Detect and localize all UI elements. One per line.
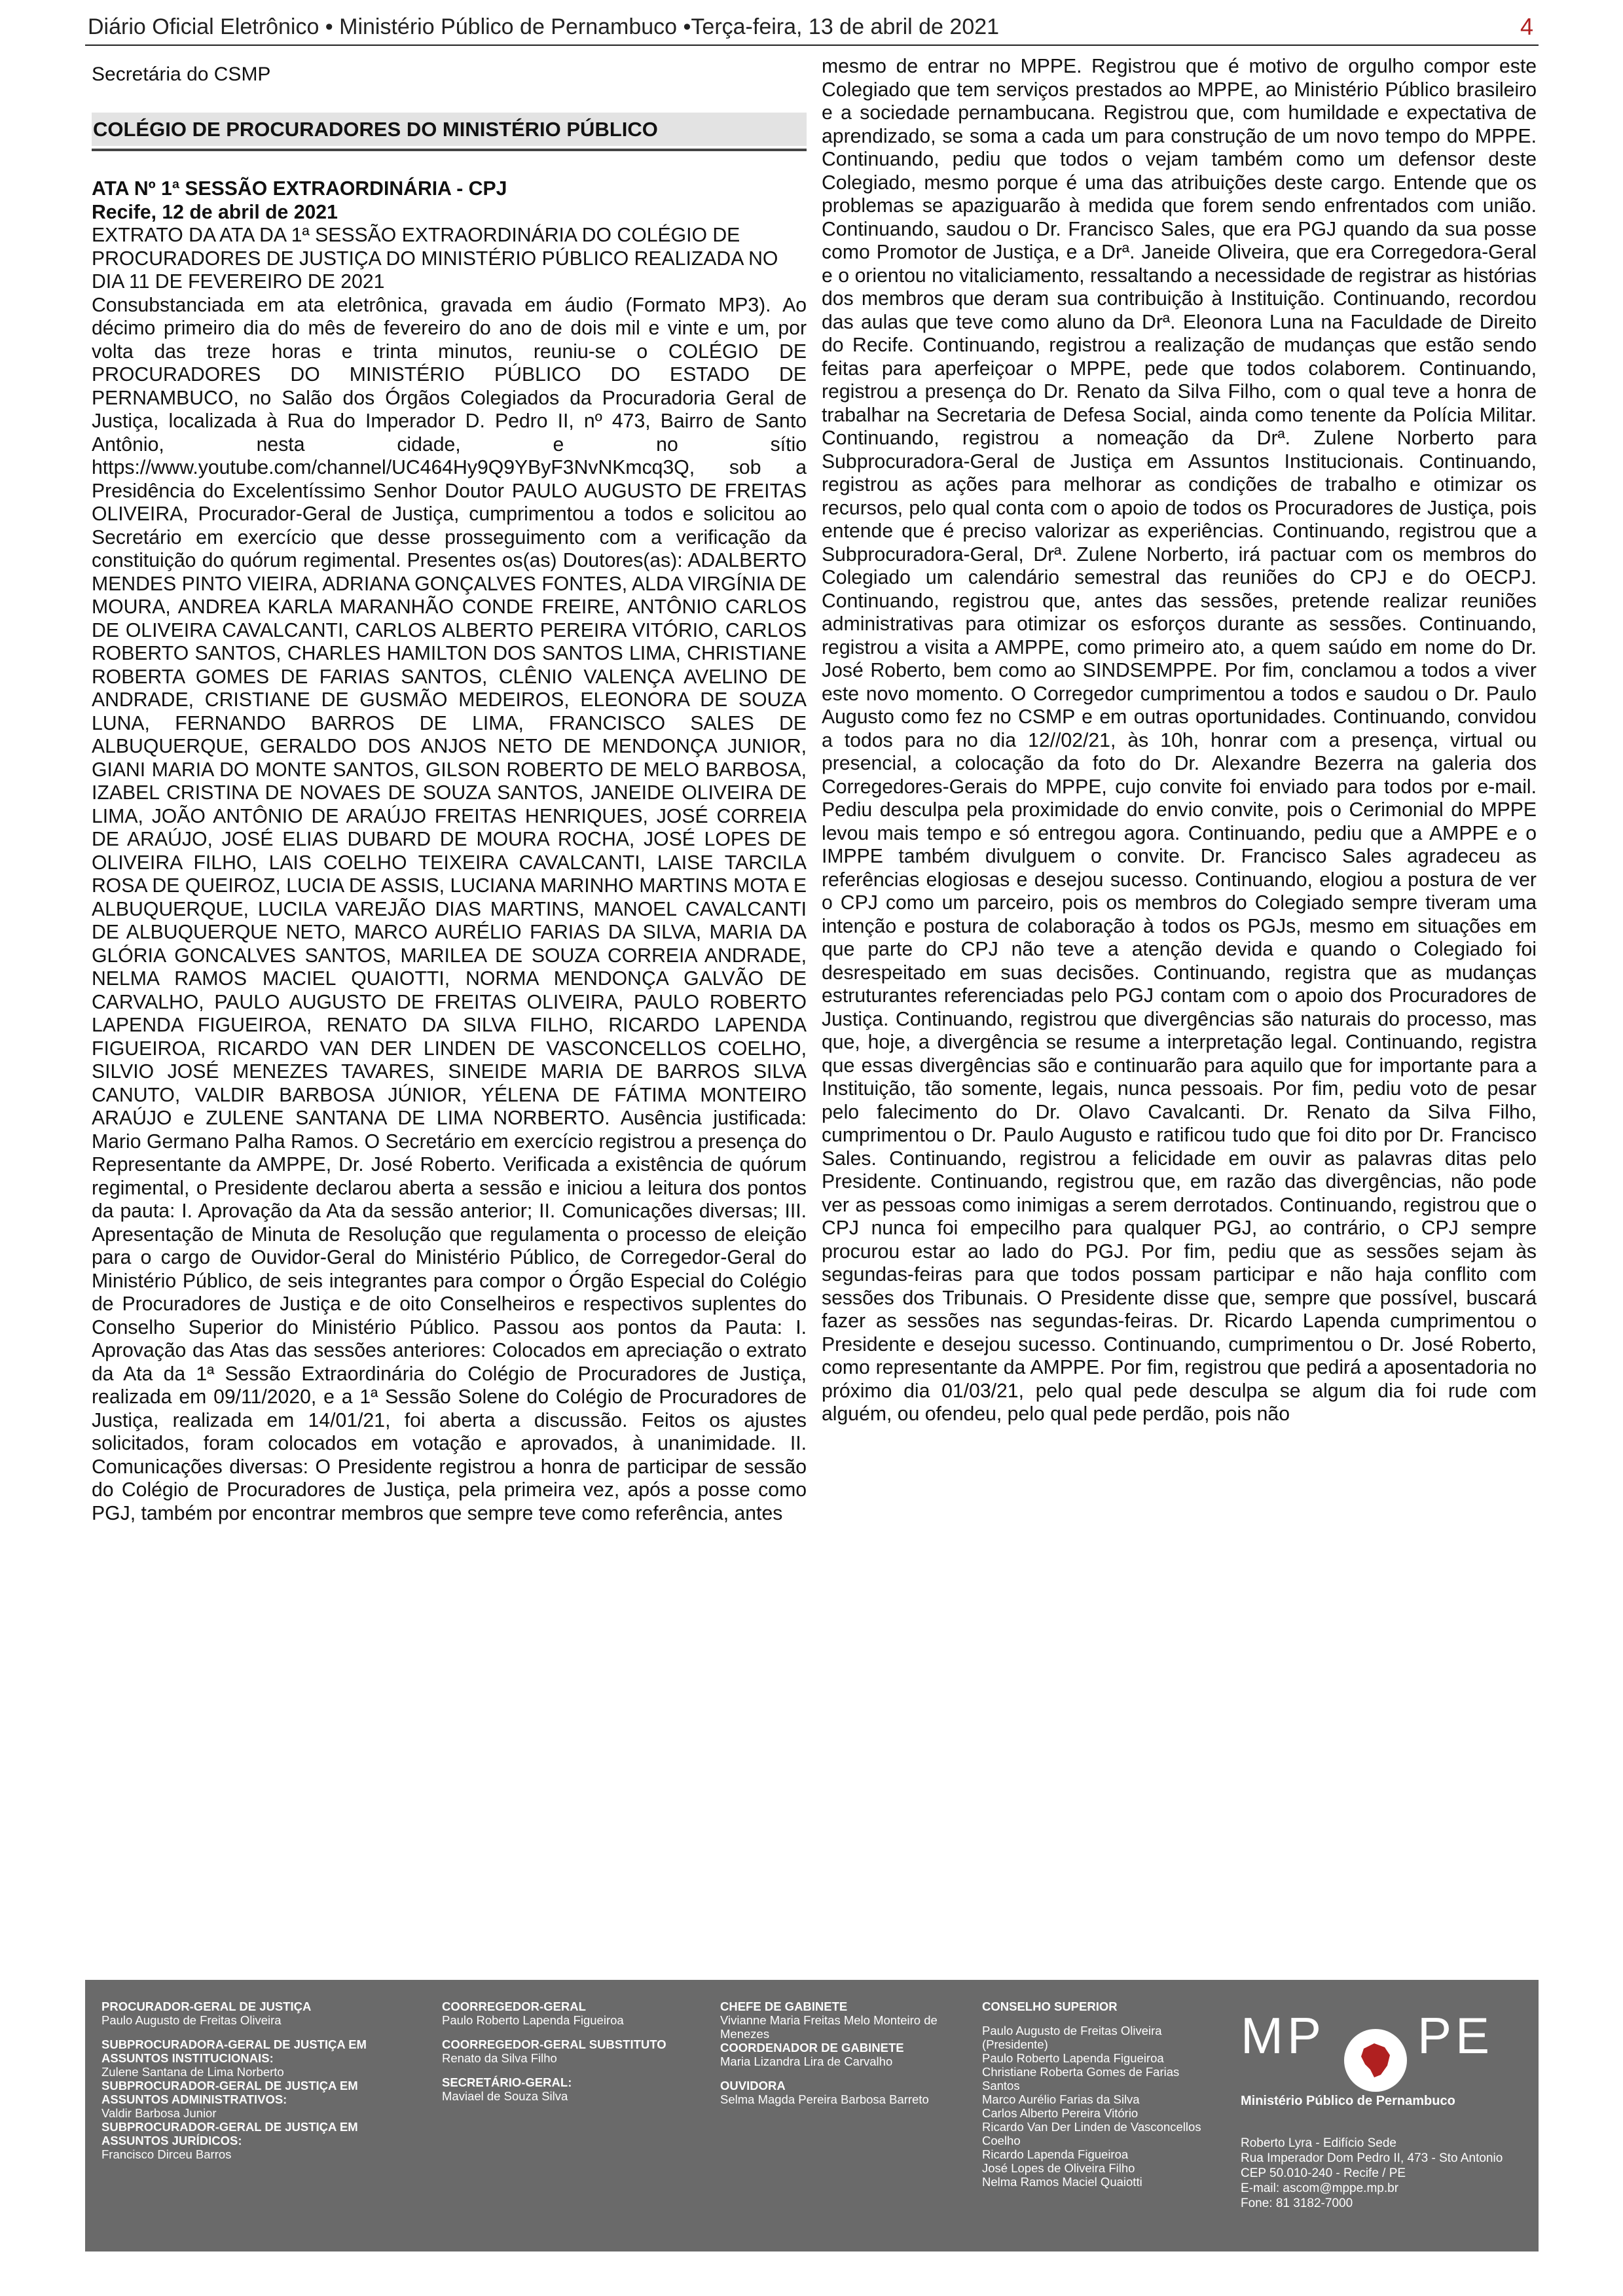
footer-column-gabinete bbox=[720, 2000, 982, 2106]
footer-role: CHEFE DE GABINETE bbox=[720, 2000, 848, 2013]
logo-subtitle: Ministério Público de Pernambuco bbox=[1241, 2094, 1455, 2108]
address-block bbox=[1241, 2136, 1503, 2211]
council-member: Nelma Ramos Maciel Quaiotti bbox=[982, 2175, 1142, 2189]
footer-name: Maviael de Souza Silva bbox=[442, 2089, 568, 2103]
footer-name: Vivianne Maria Freitas Melo Monteiro de Menezes bbox=[720, 2013, 938, 2041]
footer-name: Zulene Santana de Lima Norberto bbox=[101, 2065, 284, 2079]
footer-role: COORREGEDOR-GERAL SUBSTITUTO bbox=[442, 2037, 666, 2051]
ata-title: ATA Nº 1ª SESSÃO EXTRAORDINÁRIA - CPJ bbox=[92, 178, 507, 200]
footer-name: Maria Lizandra Lira de Carvalho bbox=[720, 2054, 893, 2068]
footer bbox=[85, 1980, 1539, 2251]
footer-name: Paulo Roberto Lapenda Figueiroa bbox=[442, 2013, 624, 2027]
ata-extract: EXTRATO DA ATA DA 1ª SESSÃO EXTRAORDINÁRIA DO COLÉGIO DE PROCURADORES DE JUSTIÇA DO MINISTÉRIO PÚBLICO REALIZADA NO DIA 11 DE FEVEREIRO DE 2021 bbox=[92, 224, 778, 293]
footer-column-conselho bbox=[982, 2000, 1218, 2189]
footer-role: SUBPROCURADOR-GERAL DE JUSTIÇA EM ASSUNTOS ADMINISTRATIVOS: bbox=[101, 2079, 358, 2106]
council-member: Ricardo Lapenda Figueiroa bbox=[982, 2147, 1129, 2161]
footer-role: CONSELHO SUPERIOR bbox=[982, 2000, 1118, 2013]
ata-body-right: mesmo de entrar no MPPE. Registrou que é motivo de orgulho compor este Colegiado que tem serviços prestados ao MPPE, ao Ministério Público brasileiro e a sociedade pernambucana. Registrou que, com humildade e expectativa de aprendizado, se soma a cada um para construção de um novo tempo do MPPE. Continuando, pediu que todos o vejam também como um defensor deste Colegiado, mesmo porque é uma das atribuições deste cargo. Entende que os problemas se apaziguarão à medida que forem sendo enfrentados com união. Continuando, saudou o Dr. Francisco Sales, que era PGJ quando da sua posse como Promotor de Justiça, e a Drª. Janeide Oliveira, que era Corregedora-Geral e o orientou no vitaliciamento, ressaltando a necessidade de registrar as histórias dos membros que deram sua contribuição à Instituição. Continuando, recordou das aulas que teve como aluno da Drª. Eleonora Luna na Faculdade de Direito do Recife. Continuando, registrou a realização de mudanças que estão sendo feitas para aperfeiçoar o MPPE, pede que todos colaborem. Continuando, registrou a presença do Dr. Renato da Silva Filho, com o qual teve a honra de trabalhar na Secretaria de Defesa Social, ainda como tenente da Polícia Militar. Continuando, registrou a nomeação da Drª. Zulene Norberto para Subprocuradora-Geral de Justiça em Assuntos Institucionais. Continuando, registrou as ações para melhorar as condições de trabalho e otimizar os recursos, pelo qual conta com o apoio de todos os Procuradores de Justiça, pois entende que é preciso valorizar as experiências. Continuando, registrou que a Subprocuradora-Geral, Drª. Zulene Norberto, irá pactuar com os membros do Colegiado um calendário semestral das reuniões do CPJ e do OECPJ. Continuando, registrou que, antes das sessões, pretende realizar reuniões administrativas para otimizar os esforços durante as sessões. Continuando, registrou a visita a AMPPE, como primeiro ato, a quem saúdo em nome do Dr. José Roberto, bem como ao SINDSEMPPE. Por fim, conclamou a todos a viver este novo momento. O Corregedor cumprimentou a todos e saudou o Dr. Paulo Augusto como fez no CSMP e em outras oportunidades. Continuando, convidou a todos para no dia 12//02/21, às 10h, honrar com a presença, virtual ou presencial, a colocação da foto do Dr. Alexandre Bezerra na galeria dos Corregedores-Gerais do MPPE, cujo convite foi enviado para todos por e-mail. Pediu desculpa pela proximidade do envio convite, pois o Cerimonial do MPPE levou mais tempo e só entregou agora. Continuando, pediu que a AMPPE e o IMPPE também divulguem o convite. Dr. Francisco Sales agradeceu as referências elogiosas e desejou sucesso. Continuando, elogiou a postura de ver o CPJ como um parceiro, pois os membros do Colegiado sempre tiveram uma intenção e postura de colaboração à todos os PGJs, mesmo em situações em que parte do CPJ não teve a atenção devida e quando o Colegiado foi desrespeitado em suas decisões. Continuando, registra que as mudanças estruturantes referenciadas pelo PGJ contam com o apoio dos Procuradores de Justiça. Continuando, registrou que divergências são naturais do processo, mas que, hoje, a divergência se resume a interpretação legal. Continuando, registra que essas divergências são e continuarão para aquilo que for importante para a Instituição, tão somente, legais, nunca pessoais. Por fim, pediu voto de pesar pelo falecimento do Dr. Olavo Cavalcanti. Dr. Renato da Silva Filho, cumprimentou o Dr. Paulo Augusto e ratificou tudo que foi dito por Dr. Francisco Sales. Continuando, registrou a felicidade em ouvir as palavras ditas pelo Presidente. Continuando, registrou que, em razão das divergências, não pode ver as pessoas como inimigas a serem derrotados. Continuando, registrou que o CPJ nunca foi empecilho para qualquer PGJ, ao contrário, o CPJ sempre procurou estar ao lado do PGJ. Por fim, pediu que as sessões sejam às segundas-feiras para que todos possam participar e não haja conflito com sessões dos Tribunais. O Presidente disse que, sempre que possível, buscará fazer as sessões nas segundas-feiras. Dr. Ricardo Lapenda cumprimentou o Presidente e desejou sucesso. Continuando, cumprimentou o Dr. José Roberto, como representante da AMPPE. Por fim, registrou que pedirá a aposentadoria no próximo dia 01/03/21, pelo qual pede desculpa se algum dia foi rude com alguém, ou ofendeu, pelo qual pede perdão, pois não bbox=[822, 56, 1537, 1425]
footer-column-leadership bbox=[101, 2000, 409, 2161]
ata-date: Recife, 12 de abril de 2021 bbox=[92, 201, 338, 223]
footer-column-corregedoria bbox=[442, 2000, 697, 2103]
footer-role: OUVIDORA bbox=[720, 2079, 786, 2092]
footer-name: Selma Magda Pereira Barbosa Barreto bbox=[720, 2092, 929, 2106]
page-number: 4 bbox=[1520, 13, 1533, 40]
section-banner: COLÉGIO DE PROCURADORES DO MINISTÉRIO PÚBLICO bbox=[92, 113, 807, 149]
address-line: Roberto Lyra - Edifício Sede bbox=[1241, 2136, 1396, 2150]
council-member: Paulo Roberto Lapenda Figueiroa bbox=[982, 2051, 1164, 2065]
council-member: Marco Aurélio Farias da Silva bbox=[982, 2092, 1140, 2106]
logo-pe-text: PE bbox=[1417, 2007, 1494, 2064]
section-label: Secretária do CSMP bbox=[92, 63, 271, 85]
left-column bbox=[92, 59, 807, 1525]
mppe-logo bbox=[1241, 2007, 1516, 2108]
page-header bbox=[85, 9, 1539, 46]
footer-role: SECRETÁRIO-GERAL: bbox=[442, 2075, 572, 2089]
map-seal-icon bbox=[1344, 2029, 1407, 2092]
footer-role: COORDENADOR DE GABINETE bbox=[720, 2041, 904, 2054]
ata-body-left: Consubstanciada em ata eletrônica, gravada em áudio (Formato MP3). Ao décimo primeiro dia do mês de fevereiro do ano de dois mil e vinte e um, por volta das treze horas e trinta minutos, reuniu-se o COLÉGIO DE PROCURADORES DO MINISTÉRIO PÚBLICO DO ESTADO DE PERNAMBUCO, no Salão dos Órgãos Colegiados da Procuradoria Geral de Justiça, localizada à Rua do Imperador D. Pedro II, nº 473, Bairro de Santo Antônio, nesta cidade, e no sítio https://www.youtube.com/channel/UC464Hy9Q9YByF3NvNKmcq3Q, sob a Presidência do Excelentíssimo Senhor Doutor PAULO AUGUSTO DE FREITAS OLIVEIRA, Procurador-Geral de Justiça, cumprimentou a todos e solicitou ao Secretário em exercício que desse prosseguimento com a verificação da constituição do quórum regimental. Presentes os(as) Doutores(as): ADALBERTO MENDES PINTO VIEIRA, ADRIANA GONÇALVES FONTES, ALDA VIRGÍNIA DE MOURA, ANDREA KARLA MARANHÃO CONDE FREIRE, ANTÔNIO CARLOS DE OLIVEIRA CAVALCANTI, CARLOS ALBERTO PEREIRA VITÓRIO, CARLOS ROBERTO SANTOS, CHARLES HAMILTON DOS SANTOS LIMA, CHRISTIANE ROBERTA GOMES DE FARIAS SANTOS, CLÊNIO VALENÇA AVELINO DE ANDRADE, CRISTIANE DE GUSMÃO MEDEIROS, ELEONORA DE SOUZA LUNA, FERNANDO BARROS DE LIMA, FRANCISCO SALES DE ALBUQUERQUE, GERALDO DOS ANJOS NETO DE MENDONÇA JUNIOR, GIANI MARIA DO MONTE SANTOS, GILSON ROBERTO DE MELO BARBOSA, IZABEL CRISTINA DE NOVAES DE SOUZA SANTOS, JANEIDE OLIVEIRA DE LIMA, JOÃO ANTÔNIO DE ARAÚJO FREITAS HENRIQUES, JOSÉ CORREIA DE ARAÚJO, JOSÉ ELIAS DUBARD DE MOURA ROCHA, JOSÉ LOPES DE OLIVEIRA FILHO, LAIS COELHO TEIXEIRA CAVALCANTI, LAISE TARCILA ROSA DE QUEIROZ, LUCIA DE ASSIS, LUCIANA MARINHO MARTINS MOTA E ALBUQUERQUE, LUCILA VAREJÃO DIAS MARTINS, MANOEL CAVALCANTI DE ALBUQUERQUE NETO, MARCO AURÉLIO FARIAS DA SILVA, MARIA DA GLÓRIA GONCALVES SANTOS, MARILEA DE SOUZA CORREIA ANDRADE, NELMA RAMOS MACIEL QUAIOTTI, NORMA MENDONÇA GALVÃO DE CARVALHO, PAULO AUGUSTO DE FREITAS OLIVEIRA, PAULO ROBERTO LAPENDA FIGUEIROA, RENATO DA SILVA FILHO, RICARDO LAPENDA FIGUEIROA, RICARDO VAN DER LINDEN DE VASCONCELLOS COELHO, SILVIO JOSÉ MENEZES TAVARES, SINEIDE MARIA DE BARROS SILVA CANUTO, VALDIR BARBOSA JÚNIOR, YÉLENA DE FÁTIMA MONTEIRO ARAÚJO e ZULENE SANTANA DE LIMA NORBERTO. Ausência justificada: Mario Germano Palha Ramos. O Secretário em exercício registrou a presença do Representante da AMPPE, Dr. José Roberto. Verificada a existência de quórum regimental, o Presidente declarou aberta a sessão e iniciou a leitura dos pontos da pauta: I. Aprovação da Ata da sessão anterior; II. Comunicações diversas; III. Apresentação de Minuta de Resolução que regulamenta o processo de eleição para o cargo de Ouvidor-Geral do Ministério Público, de Corregedor-Geral do Ministério Público, de seis integrantes para compor o Órgão Especial do Colégio de Procuradores de Justiça e de oito Conselheiros e respectivos suplentes do Conselho Superior do Ministério Público. Passou aos pontos da Pauta: I. Aprovação das Atas das sessões anteriores: Colocados em apreciação o extrato da Ata da 1ª Sessão Extraordinária do Colégio de Procuradores de Justiça, realizada em 09/11/2020, e a 1ª Sessão Solene do Colégio de Procuradores de Justiça, realizada em 14/01/21, foi aberta a discussão. Feitos os ajustes solicitados, foram colocados em votação e aprovados, à unanimidade. II. Comunicações diversas: O Presidente registrou a honra de participar de sessão do Colégio de Procuradores de Justiça, pela primeira vez, após a posse como PGJ, também por encontrar membros que sempre teve como referência, antes bbox=[92, 294, 807, 1524]
address-line: Rua Imperador Dom Pedro II, 473 - Sto Antonio bbox=[1241, 2151, 1503, 2165]
council-member: Paulo Augusto de Freitas Oliveira (Presidente) bbox=[982, 2024, 1162, 2051]
council-member: Carlos Alberto Pereira Vitório bbox=[982, 2106, 1139, 2120]
footer-role: SUBPROCURADOR-GERAL DE JUSTIÇA EM ASSUNTOS JURÍDICOS: bbox=[101, 2120, 358, 2147]
address-phone: Fone: 81 3182-7000 bbox=[1241, 2197, 1353, 2210]
footer-name: Renato da Silva Filho bbox=[442, 2051, 557, 2065]
footer-role: PROCURADOR-GERAL DE JUSTIÇA bbox=[101, 2000, 312, 2013]
footer-name: Valdir Barbosa Junior bbox=[101, 2106, 217, 2120]
right-column bbox=[822, 55, 1537, 1426]
address-line: CEP 50.010-240 - Recife / PE bbox=[1241, 2166, 1406, 2180]
council-member: Christiane Roberta Gomes de Farias Santos bbox=[982, 2065, 1180, 2092]
address-email: E-mail: ascom@mppe.mp.br bbox=[1241, 2181, 1399, 2195]
footer-name: Paulo Augusto de Freitas Oliveira bbox=[101, 2013, 282, 2027]
footer-role: COORREGEDOR-GERAL bbox=[442, 2000, 586, 2013]
council-member: José Lopes de Oliveira Filho bbox=[982, 2161, 1135, 2175]
footer-role: SUBPROCURADORA-GERAL DE JUSTIÇA EM ASSUNTOS INSTITUCIONAIS: bbox=[101, 2037, 367, 2065]
logo-mp-text: MP bbox=[1241, 2007, 1325, 2064]
footer-name: Francisco Dirceu Barros bbox=[101, 2147, 232, 2161]
gazette-title: Diário Oficial Eletrônico • Ministério Público de Pernambuco •Terça-feira, 13 de abril de 2021 bbox=[88, 14, 1000, 39]
council-member: Ricardo Van Der Linden de Vasconcellos Coelho bbox=[982, 2120, 1201, 2147]
